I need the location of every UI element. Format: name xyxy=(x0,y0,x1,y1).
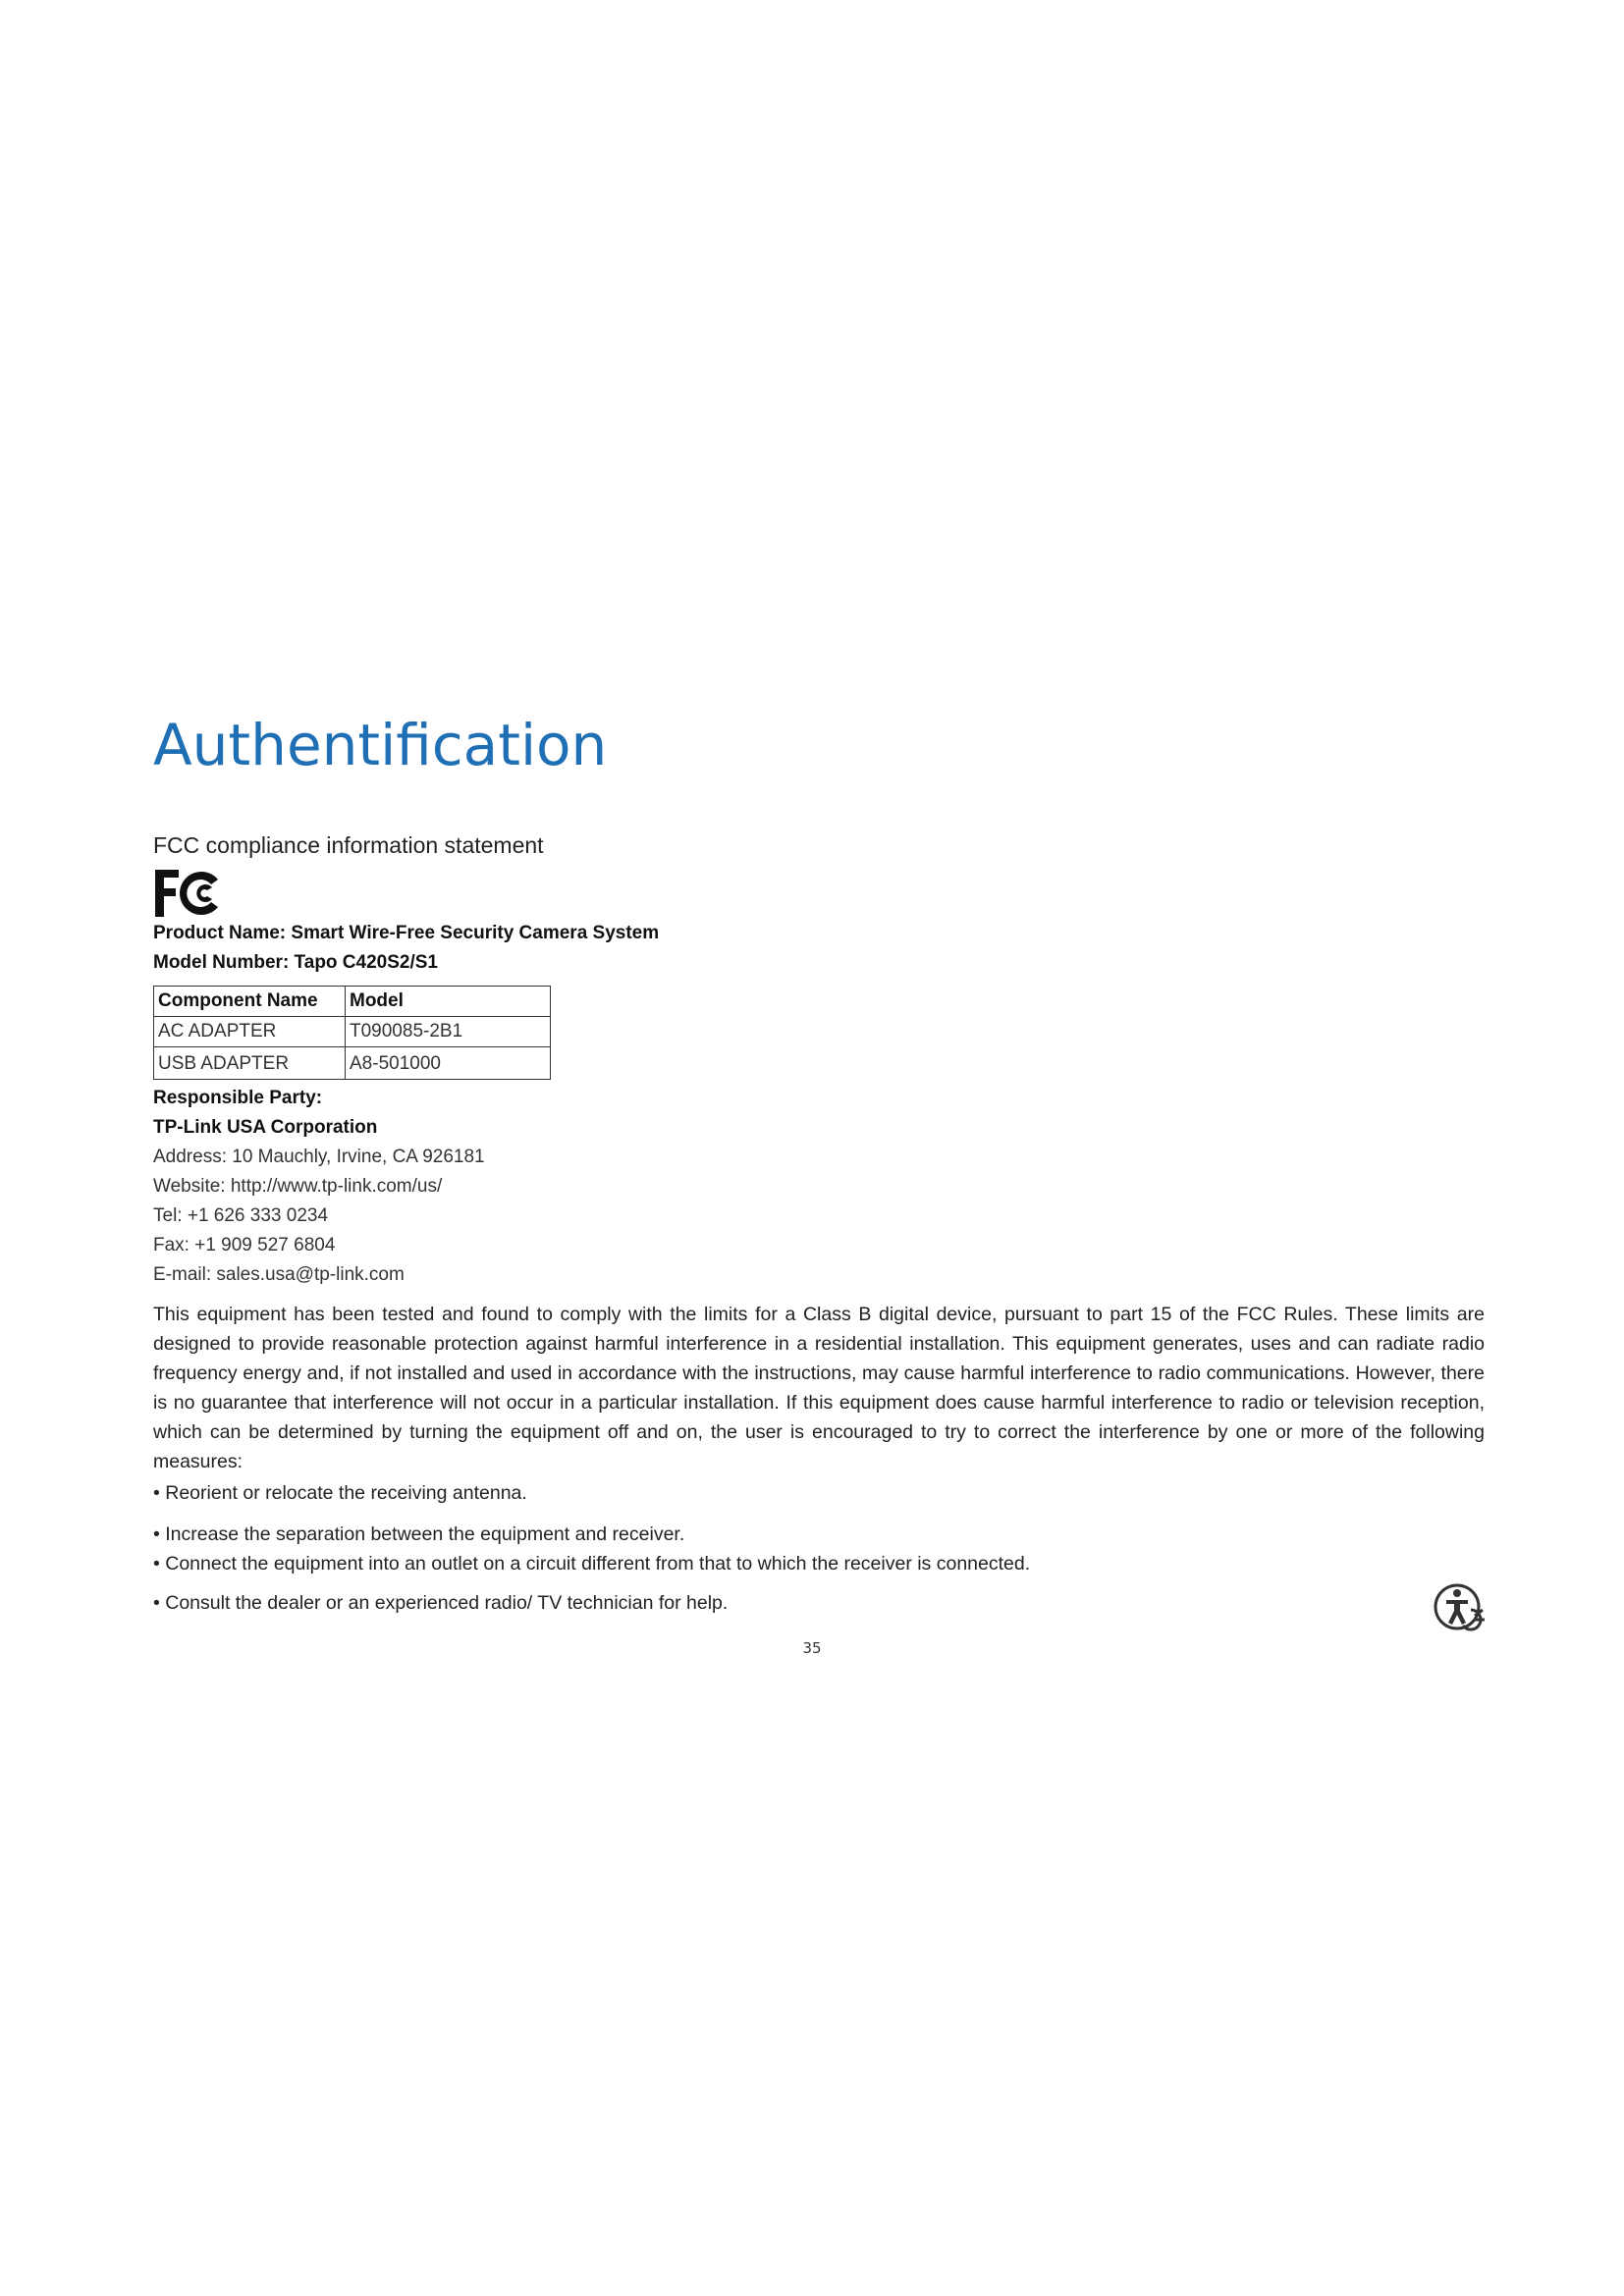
measure-item: • Connect the equipment into an outlet on a circuit different from that to which the receiver is connected. xyxy=(153,1553,1031,1575)
table-header-row xyxy=(154,987,551,1017)
table-cell: AC ADAPTER xyxy=(154,1017,346,1047)
fcc-statement: This equipment has been tested and found to comply with the limits for a Class B digital device, pursuant to part 15 of the FCC Rules. These limits are designed to provide reasonable protection against harmful interference in a residential installation. This equipment generates, uses and can radiate radio frequency energy and, if not installed and used in accordance with the instructions, may cause harmful interference to radio communications. However, there is no guarantee that interference will not occur in a particular installation. If this equipment does cause harmful interference to radio or television reception, which can be determined by turning the equipment off and on, the user is encouraged to try to correct the interference by one or more of the following measures: xyxy=(153,1304,1485,1472)
responsible-heading: Responsible Party: xyxy=(153,1088,323,1108)
subtitle: FCC compliance information statement xyxy=(153,832,544,858)
measure-item: • Increase the separation between the equipment and receiver. xyxy=(153,1523,685,1545)
email: E-mail: sales.usa@tp-link.com xyxy=(153,1264,405,1285)
measure-item: • Reorient or relocate the receiving antenna. xyxy=(153,1482,527,1504)
table-cell: A8-501000 xyxy=(346,1047,551,1080)
table-row xyxy=(154,1017,551,1047)
product-name: Product Name: Smart Wire-Free Security Camera System xyxy=(153,923,660,943)
telephone: Tel: +1 626 333 0234 xyxy=(153,1205,329,1226)
model-number: Model Number: Tapo C420S2/S1 xyxy=(153,952,438,973)
table-row xyxy=(154,1047,551,1080)
fax: Fax: +1 909 527 6804 xyxy=(153,1235,336,1255)
measure-item: • Consult the dealer or an experienced radio/ TV technician for help. xyxy=(153,1592,729,1614)
page-number: 35 xyxy=(802,1639,822,1657)
table-cell: T090085-2B1 xyxy=(346,1017,551,1047)
company-name: TP-Link USA Corporation xyxy=(153,1117,378,1138)
fcc-logo xyxy=(153,868,224,919)
address: Address: 10 Mauchly, Irvine, CA 926181 xyxy=(153,1147,485,1167)
column-header: Model xyxy=(346,987,551,1017)
table-cell: USB ADAPTER xyxy=(154,1047,346,1080)
component-table xyxy=(153,986,551,1080)
website: Website: http://www.tp-link.com/us/ xyxy=(153,1176,443,1197)
page-title: Authentification xyxy=(153,712,608,778)
column-header: Component Name xyxy=(154,987,346,1017)
accessibility-icon xyxy=(1434,1580,1487,1633)
